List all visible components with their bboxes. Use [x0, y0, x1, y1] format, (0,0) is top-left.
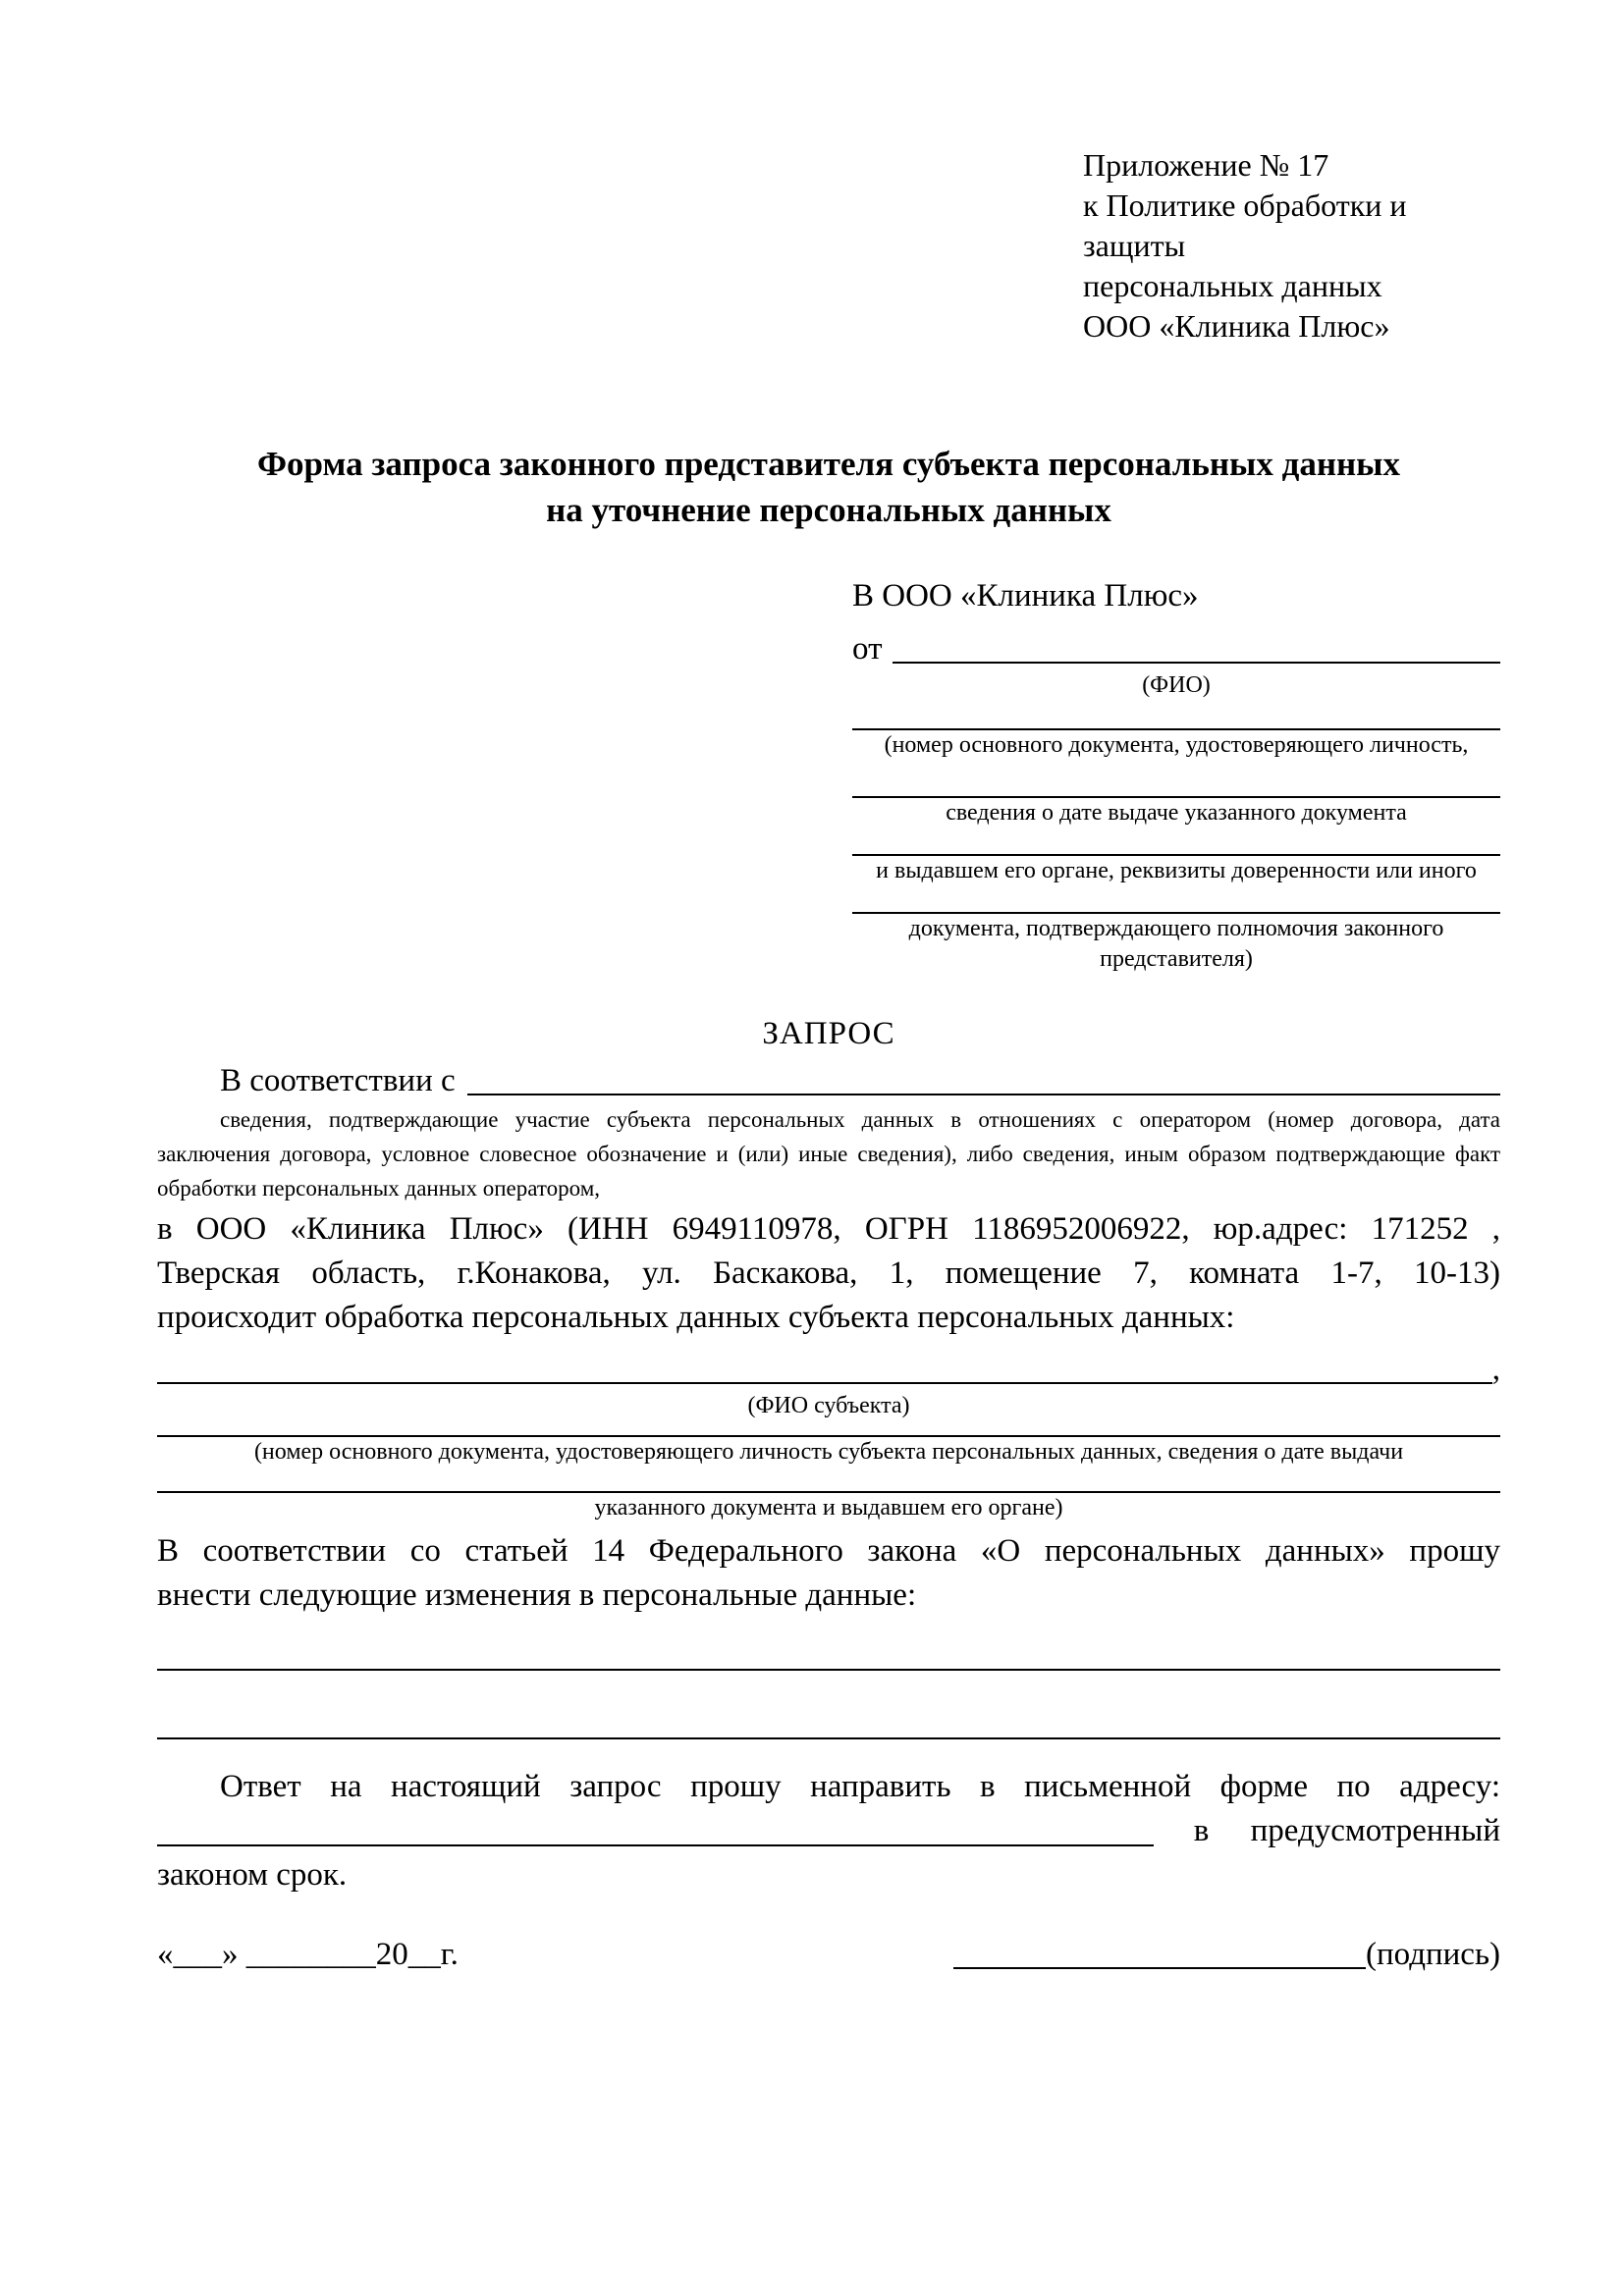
relation-footnote-line: сведения, подтверждающие участие субъекта персональных данных в отношениях с оператором (номер договора, дата — [220, 1107, 1500, 1132]
trailing-comma: , — [1491, 1352, 1500, 1387]
subject-fio-caption: (ФИО субъекта) — [747, 1393, 910, 1418]
address-field-row — [157, 1809, 1500, 1853]
addressee-block — [852, 574, 1500, 975]
authority-document-caption: документа, подтверждающего полномочия законного представителя) — [908, 916, 1444, 972]
relation-footnote-line: обработки персональных данных оператором, — [157, 1176, 600, 1201]
response-closing-text: законом срок. — [157, 1857, 348, 1893]
appendix-note-line: ООО «Клиника Плюс» — [1083, 308, 1390, 344]
document-issue-date-field-line — [852, 761, 1500, 798]
fio-field-line — [893, 662, 1501, 664]
document-title-line: на уточнение персональных данных — [546, 491, 1111, 529]
operator-paragraph-line: в ООО «Клиника Плюс» (ИНН 6949110978, ОГРН 1186952006922, юр.адрес: 171252 , — [157, 1211, 1500, 1247]
date-signature-row — [157, 1933, 1500, 1976]
response-paragraph: Ответ на настоящий запрос прошу направить в письменной форме по адресу: — [220, 1769, 1500, 1804]
subject-document-issue-caption: указанного документа и выдавшем его органе) — [594, 1495, 1063, 1521]
response-tail-text: в предусмотренный — [1193, 1813, 1500, 1848]
signature-block — [953, 1933, 1500, 1976]
appendix-note-line: к Политике обработки и защиты — [1083, 187, 1407, 263]
issuing-authority-caption: и выдавшем его органе, реквизиты доверенности или иного — [876, 858, 1477, 883]
appendix-note-line: персональных данных — [1083, 268, 1382, 303]
signature-field-line — [953, 1967, 1366, 1969]
date-field: «___» ________20__г. — [157, 1937, 459, 1972]
document-title — [157, 441, 1500, 533]
request-heading: ЗАПРОС — [762, 1016, 895, 1051]
operator-paragraph — [157, 1207, 1500, 1340]
in-accordance-field-line — [467, 1094, 1500, 1095]
law-paragraph-line: В соответствии со статьей 14 Федерального закона «О персональных данных» прошу — [157, 1533, 1500, 1569]
representative-document-caption: (номер основного документа, удостоверяющего личность, — [884, 732, 1469, 758]
law-paragraph — [157, 1529, 1500, 1618]
operator-paragraph-line: происходит обработка персональных данных субъекта персональных данных: — [157, 1300, 1235, 1335]
document-issue-date-caption: сведения о дате выдаче указанного документа — [946, 800, 1407, 826]
document-title-line: Форма запроса законного представителя субъекта персональных данных — [257, 445, 1400, 483]
addressee-organization: В ООО «Клиника Плюс» — [852, 578, 1199, 614]
in-accordance-label: В соответствии с — [220, 1063, 456, 1098]
subject-document-issue-field-line — [157, 1468, 1500, 1493]
changes-field-line-2 — [157, 1671, 1500, 1739]
relation-footnote-line: заключения договора, условное словесное обозначение и (или) иные сведения), либо сведения, иным образом подтверждающие факт — [157, 1142, 1500, 1166]
subject-document-caption: (номер основного документа, удостоверяющего личность субъекта персональных данных, сведения о дате выдачи — [253, 1439, 1404, 1465]
address-field-line — [157, 1844, 1154, 1846]
subject-fio-field-line — [157, 1382, 1492, 1384]
relation-footnote — [157, 1102, 1500, 1205]
from-label: от — [852, 631, 883, 667]
subject-document-field-line — [157, 1421, 1500, 1437]
appendix-note — [1083, 145, 1500, 347]
appendix-note-line: Приложение № 17 — [1083, 147, 1329, 183]
from-field-row — [852, 627, 1500, 670]
law-paragraph-line: внести следующие изменения в персональные данные: — [157, 1577, 917, 1613]
authority-document-field-line — [852, 886, 1500, 914]
changes-field-line-1 — [157, 1618, 1500, 1671]
signature-caption: (подпись) — [1366, 1937, 1500, 1972]
fio-caption: (ФИО) — [1142, 672, 1211, 698]
in-accordance-field-row — [157, 1059, 1500, 1102]
representative-document-field-line — [852, 701, 1500, 730]
issuing-authority-field-line — [852, 828, 1500, 856]
operator-paragraph-line: Тверская область, г.Конакова, ул. Баскакова, 1, помещение 7, комната 1-7, 10-13) — [157, 1255, 1500, 1291]
subject-fio-field-row — [157, 1340, 1500, 1391]
